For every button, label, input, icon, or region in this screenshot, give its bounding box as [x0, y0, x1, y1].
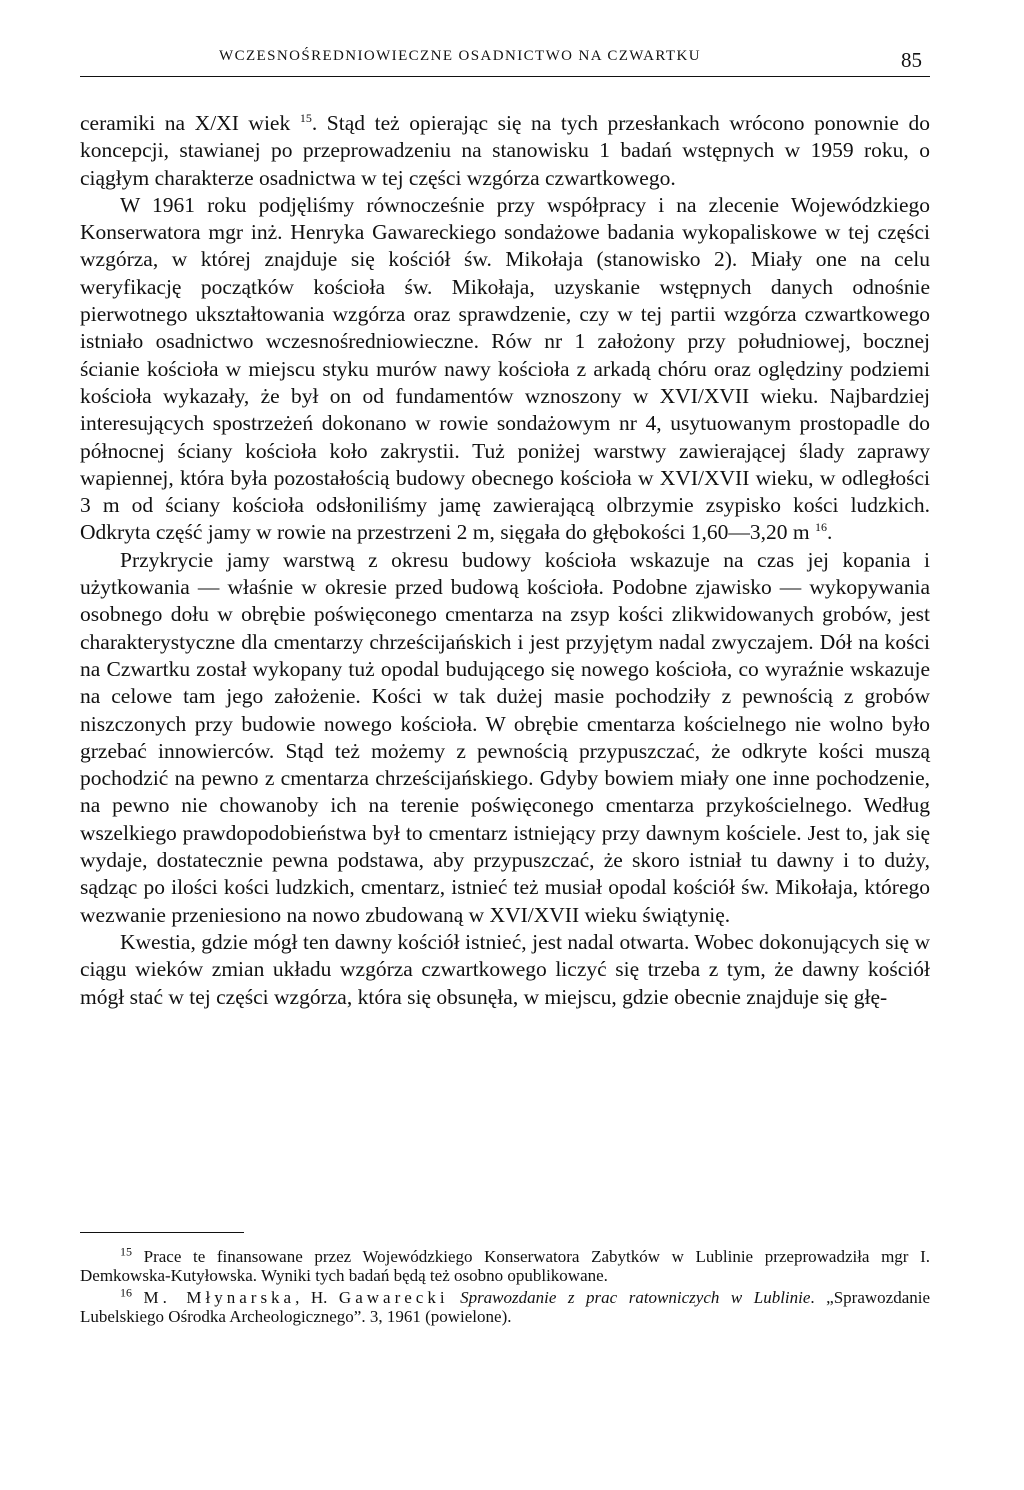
running-header [80, 40, 930, 80]
paragraph-text: Przykrycie jamy warstwą z okresu budowy kościoła wskazuje na czas jej kopania i użytkowania — właśnie w okresie przed budową kościoła. Podobne zjawisko — wykopywania osobnego dołu w obrębie poświęconego cmentarza na zsyp kości zlikwidowanych grobów, jest charakterystyczne dla cmentarzy chrześcijańskich i jest przyjętym nadal zwyczajem. Dół na kości na Czwartku został wykopany tuż opodal budującego się nowego kościoła, co wyraźnie wskazuje na celowe tam jego założenie. Kości w tak dużej masie pochodziły z pewnością z grobów niszczonych przy budowie nowego kościoła. W obrębie cmentarza kościelnego nie wolno było grzebać innowierców. Stąd też możemy z pewnością przypuszczać, że odkryte kości muszą pochodzić na pewno z cmentarza chrześcijańskiego. Gdyby bowiem miały one inne pochodzenie, na pewno nie chowanoby ich na terenie poświęconego cmentarza przykościelnego. Według wszelkiego prawdopodobieństwa był to cmentarz istniejący przy dawnym kościele. Jest to, jak się wydaje, dostatecznie pewna podstawa, aby przypuszczać, że skoro istniał tu dawny i to duży, sądząc po ilości kości ludzkich, cmentarz, istnieć też musiał opodal kościół św. Mikołaja, którego wezwanie przeniesiono na nowo zbudowaną w XVI/XVII wieku świątynię. [80, 547, 930, 927]
footnote-number: 16 [120, 1285, 132, 1300]
footnote-author: Gawarecki [338, 1287, 449, 1307]
paragraph-2 [80, 192, 930, 547]
running-title: WCZESNOŚREDNIOWIECZNE OSADNICTWO NA CZWARTKU [219, 48, 701, 64]
footnote-author: M. Młynarska [143, 1287, 296, 1307]
footnotes [80, 1244, 931, 1327]
footnote-ref-16: 16 [814, 520, 827, 535]
paragraph-text: W 1961 roku podjęliśmy równocześnie przy współpracy i na zlecenie Wojewódzkiego Konserwatora mgr inż. Henryka Gawareckiego sondażowe badania wykopaliskowe w tej części wzgórza, w której znajduje się kościół św. Mikołaja (stanowisko 2). Miały one na celu weryfikację początków kościoła św. Mikołaja, uzyskanie wstępnych danych odnośnie pierwotnego ukształtowania wzgórza oraz sprawdzenie, czy w tej partii wzgórza czwartkowego istniało osadnictwo wczesnośredniowieczne. Rów nr 1 założony przy południowej, bocznej ścianie kościoła w miejscu styku murów nawy kościoła z arkadą chóru oraz oględziny podziemi kościoła wykazały, że był on od fundamentów wznoszony w XVI/XVII wieku. Najbardziej interesujących spostrzeżeń dokonano w rowie sondażowym nr 4, usytuowanym prostopadle do północnej ściany kościoła koło zakrystii. Tuż poniżej warstwy zawierającej ślady zaprawy wapiennej, która była pozostałością budowy obecnego kościoła w XVI/XVII wieku, w odległości 3 m od ściany kościoła odsłoniliśmy jamę zawierającą olbrzymie zsypisko kości ludzkich. Odkryta część jamy w rowie na przestrzeni 2 m, sięgała do głębokości 1,60—3,20 m [80, 192, 930, 545]
footnote-ref-15: 15 [299, 110, 312, 125]
footnote-number: 15 [120, 1244, 132, 1259]
footnote-text: . „Sprawozdanie Lubelskiego Ośrodka Archeologicznego”. 3, 1961 (powielone). [80, 1287, 931, 1327]
paragraph-text: Kwestia, gdzie mógł ten dawny kościół istnieć, jest nadal otwarta. Wobec dokonujących się w ciągu wieków zmian układu wzgórza czwartkowego liczyć się trzeba z tym, że dawny kościół mógł stać w tej części wzgórza, która się obsunęła, w miejscu, gdzie obecnie znajduje się głę- [80, 929, 930, 1009]
paragraph-3 [80, 547, 930, 929]
footnote-rule [80, 1232, 244, 1233]
footnote-15 [80, 1244, 930, 1286]
paragraph-4 [80, 929, 930, 1011]
footnote-separator: , H. [295, 1287, 339, 1307]
footnote-title: Sprawozdanie z prac ratowniczych w Lublinie [460, 1287, 811, 1307]
paragraph-1 [80, 110, 930, 192]
paragraph-text: . [826, 520, 833, 545]
paragraph-text: . Stąd też opierając się na tych przesłankach wrócono ponownie do koncepcji, stawianej po przeprowadzeniu na stanowisku 1 badań wstępnych w 1959 roku, o ciągłym charakterze osadnictwa w tej części wzgórza czwartkowego. [80, 111, 931, 190]
document-page [80, 0, 930, 1490]
body-text [80, 110, 930, 1011]
header-rule [80, 76, 930, 77]
footnote-text: Prace te finansowane przez Wojewódzkiego Konserwatora Zabytków w Lublinie przeprowadziła mgr I. Demkowska-Kutyłowska. Wyniki tych badań będą też osobno opublikowane. [80, 1247, 930, 1286]
footnote-16 [80, 1285, 931, 1327]
paragraph-text: ceramiki na X/XI wiek [80, 111, 291, 135]
page-number: 85 [901, 48, 922, 72]
